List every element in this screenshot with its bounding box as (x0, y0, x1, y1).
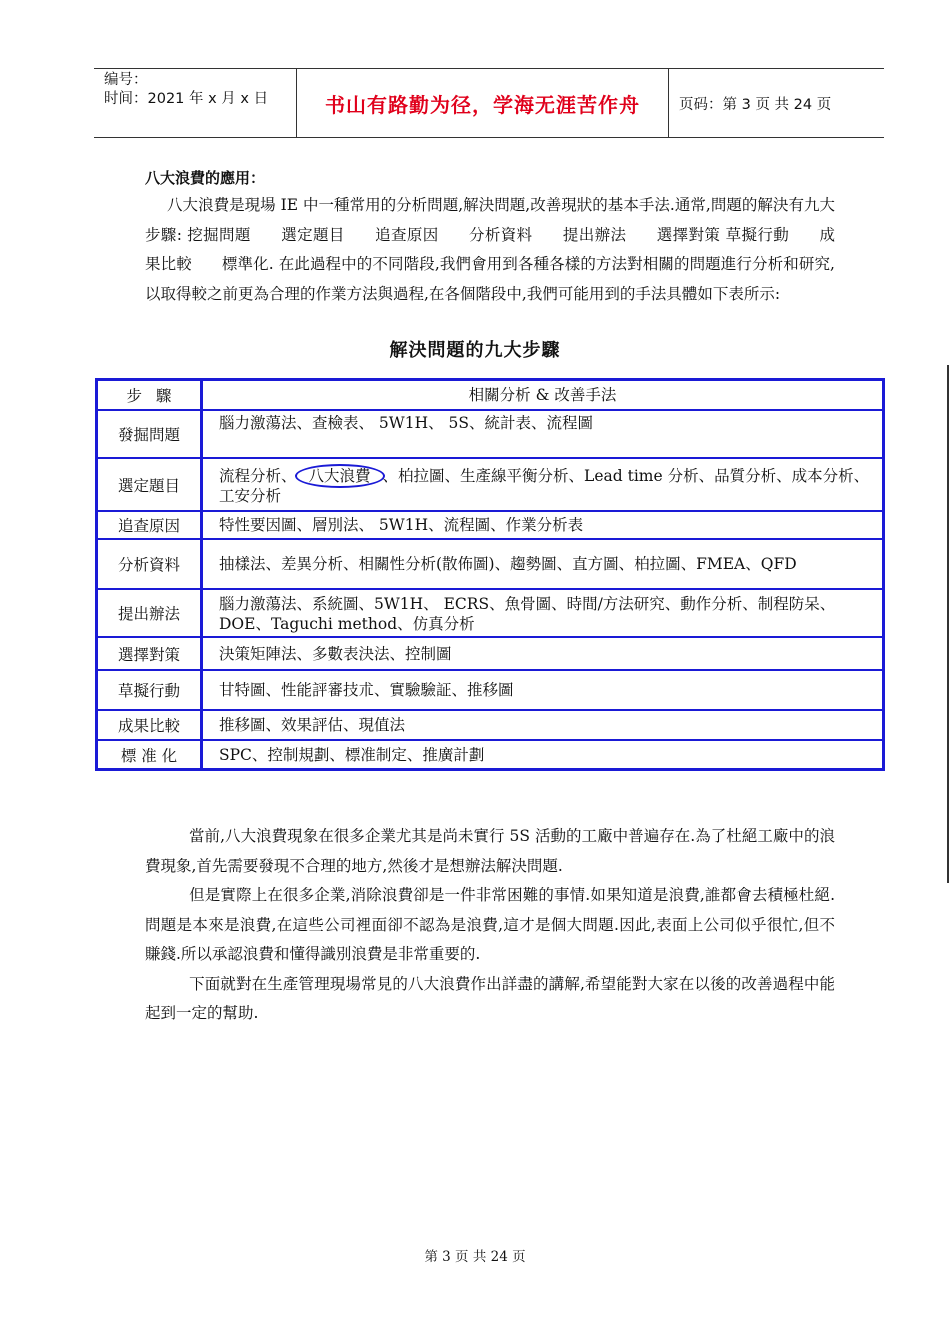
table-row (98, 409, 882, 457)
row-methods: 腦力激蕩法、查檢表、 5W1H、 5S、統計表、流程圖 (219, 414, 594, 432)
page-header (94, 68, 884, 138)
step-1: 挖掘問題 (187, 225, 251, 244)
table-row (98, 636, 882, 669)
intro-line: 八大浪費是現場 IE 中一種常用的分析問題,解決問題,改善現狀的基本手法.通常,問題的解決有九大步驟: (145, 196, 835, 244)
row-step: 追查原因 (98, 512, 203, 538)
table-header-row (98, 381, 882, 409)
step-2: 選定題目 (280, 225, 345, 244)
page-footer: 第 3 页 共 24 页 (424, 1249, 526, 1265)
row-step: 草擬行動 (98, 671, 203, 709)
row-step: 選定題目 (98, 459, 203, 510)
row-step: 發掘問題 (98, 411, 203, 457)
table-row (98, 538, 882, 588)
row-step: 提出辦法 (98, 590, 203, 636)
methods-pre: 流程分析、 (219, 467, 297, 485)
row-step: 標 准 化 (98, 741, 203, 768)
table-title: 解決問題的九大步驟 (389, 340, 561, 361)
step-3: 追查原因 (374, 225, 439, 244)
intro-paragraph (145, 191, 835, 309)
table-row (98, 588, 882, 636)
table-row (98, 510, 882, 538)
row-methods: 甘特圖、性能評審技朮、實驗驗証、推移圖 (219, 681, 514, 699)
header-motto: 书山有路勤为径，学海无涯苦作舟 (325, 92, 640, 117)
step-7: 草擬行動 (725, 225, 790, 244)
paragraph (145, 970, 835, 1029)
header-methods: 相關分析 & 改善手法 (468, 386, 617, 404)
row-step: 選擇對策 (98, 638, 203, 669)
row-methods: 決策矩陣法、多數表決法、控制圖 (219, 644, 452, 663)
section-title: 八大浪費的應用： (145, 169, 266, 187)
row-methods: 抽樣法、差異分析、相關性分析(散佈圖)、趨勢圖、直方圖、柏拉圖、FMEA、QFD (219, 555, 797, 573)
row-step: 分析資料 (98, 540, 203, 588)
step-6: 選擇對策 (656, 225, 721, 244)
margin-bar (947, 365, 949, 883)
highlighted-method: 八大浪費 (295, 464, 385, 488)
paragraph (145, 881, 835, 970)
step-5: 提出辦法 (562, 225, 627, 244)
table-row (98, 457, 882, 510)
paragraph (145, 822, 835, 881)
table-row (98, 709, 882, 739)
table-row (98, 669, 882, 709)
step-9: 標準化. (221, 255, 274, 273)
header-step: 步驟 (98, 381, 203, 409)
table-row (98, 739, 882, 768)
intro-rest: 在此過程中的不同階段,我們會用到各種各樣的方法對相關的問題進行分析和研究,以取得較之前更為合理的作業方法與過程,在各個階段中,我們可能用到的手法具體如下表所示: (145, 255, 835, 303)
paragraph-text: 下面就對在生產管理現場常見的八大浪費作出詳盡的講解,希望能對大家在以後的改善過程中能起到一定的幫助. (145, 974, 835, 1022)
row-step: 成果比較 (98, 711, 203, 739)
header-motto-cell (296, 69, 669, 137)
header-meta (94, 69, 296, 137)
header-page-info: 页码：第 3 页 共 24 页 (679, 96, 832, 113)
steps-table (95, 378, 885, 771)
paragraph-text: 但是實際上在很多企業,消除浪費卻是一件非常困難的事情.如果知道是浪費,誰都會去積極杜絕.問題是本來是浪費,在這些公司裡面卻不認為是浪費,這才是個大問題.因此,表面上公司似乎很忙,但不賺錢.所以承認浪費和懂得識別浪費是非常重要的. (145, 886, 835, 963)
row-methods: 推移圖、效果評估、現值法 (219, 716, 406, 734)
time-label: 时间：2021 年 x 月 x 日 (104, 91, 269, 107)
step-8: 成果比較 (145, 225, 835, 273)
header-page-cell (669, 69, 884, 137)
row-methods: 腦力激蕩法、系統圖、5W1H、 ECRS、魚骨圖、時間/方法研究、動作分析、制程防呆、DOE、Taguchi method、仿真分析 (219, 595, 836, 633)
paragraph-text: 當前,八大浪費現象在很多企業尤其是尚未實行 5S 活動的工廠中普遍存在.為了杜絕工廠中的浪費現象,首先需要發現不合理的地方,然後才是想辦法解決問題. (145, 827, 835, 875)
body-paragraphs (145, 822, 835, 1029)
row-methods: SPC、控制規劃、標准制定、推廣計劃 (219, 745, 485, 764)
row-methods: 特性要因圖、層別法、 5W1H、流程圖、作業分析表 (219, 516, 584, 534)
code-label: 编号： (104, 72, 148, 88)
step-4: 分析資料 (468, 225, 533, 244)
methods-post: 、柏拉圖、生產線平衡分析、Lead time 分析、品質分析、成本分析、工安分析 (219, 467, 870, 505)
row-methods (203, 459, 882, 510)
